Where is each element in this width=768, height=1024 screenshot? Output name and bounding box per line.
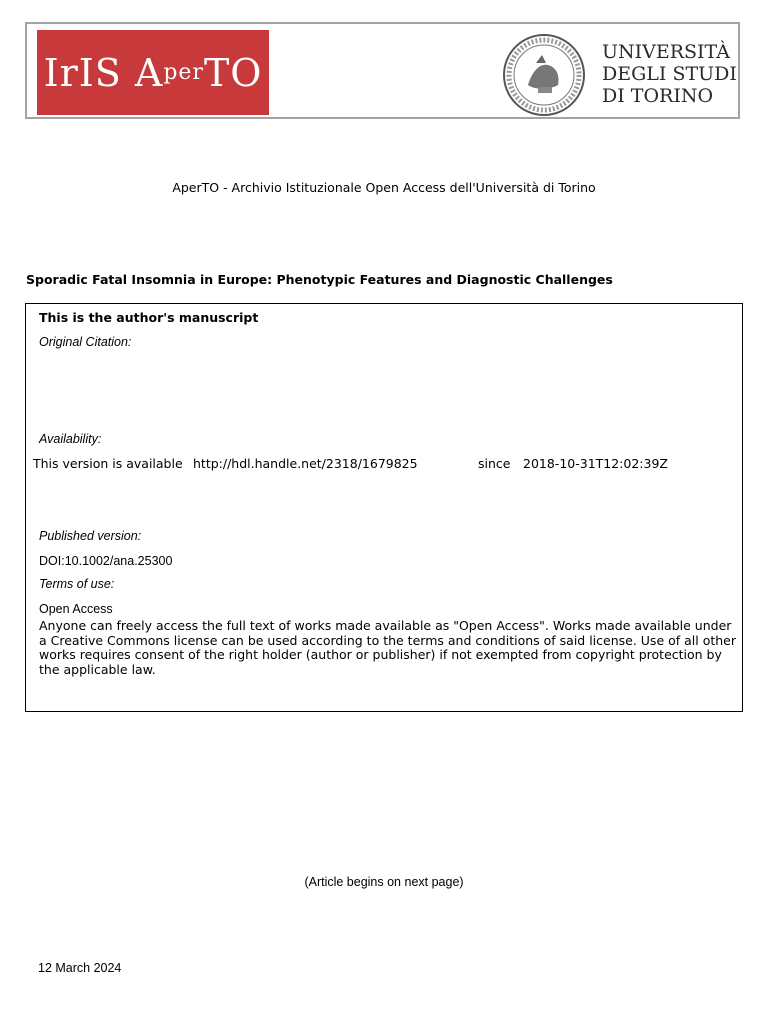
university-line-1: UNIVERSITÀ <box>602 41 730 63</box>
manuscript-heading: This is the author's manuscript <box>39 310 259 325</box>
university-line-2: DEGLI STUDI <box>602 63 737 85</box>
terms-of-use-label: Terms of use: <box>39 577 115 591</box>
original-citation-label: Original Citation: <box>39 335 132 349</box>
logo-text-left: IrIS A <box>43 50 164 95</box>
iris-aperto-logo <box>37 30 269 115</box>
since-label: since <box>478 456 511 471</box>
repository-line: AperTO - Archivio Istituzionale Open Access dell'Università di Torino <box>172 180 596 195</box>
document-title: Sporadic Fatal Insomnia in Europe: Phenotypic Features and Diagnostic Challenges <box>26 272 613 287</box>
availability-label: Availability: <box>39 432 102 446</box>
availability-prefix: This version is available <box>33 456 183 471</box>
logo-text-small: per <box>163 60 204 85</box>
terms-of-use-text: Anyone can freely access the full text of works made available as "Open Access". Works made available under a Creative Commons license can be used according to the terms and conditions of said license. Use of all other works requires consent of the right holder (author or publisher) if not exempted from copyright protection by the applicable law. <box>39 618 737 677</box>
doi: DOI:10.1002/ana.25300 <box>39 554 173 568</box>
availability-row <box>33 456 668 471</box>
manuscript-info-box <box>25 303 743 712</box>
open-access-label: Open Access <box>39 602 113 616</box>
header-banner <box>25 22 740 119</box>
footer-date: 12 March 2024 <box>38 961 122 975</box>
university-line-3: DI TORINO <box>602 85 714 107</box>
since-date: 2018-10-31T12:02:39Z <box>523 456 668 471</box>
university-name <box>602 41 737 107</box>
handle-link[interactable]: http://hdl.handle.net/2318/1679825 <box>193 456 418 471</box>
article-begins-note: (Article begins on next page) <box>304 875 464 889</box>
university-seal-icon <box>502 33 586 117</box>
logo-text-right: TO <box>203 50 263 95</box>
published-version-label: Published version: <box>39 529 142 543</box>
